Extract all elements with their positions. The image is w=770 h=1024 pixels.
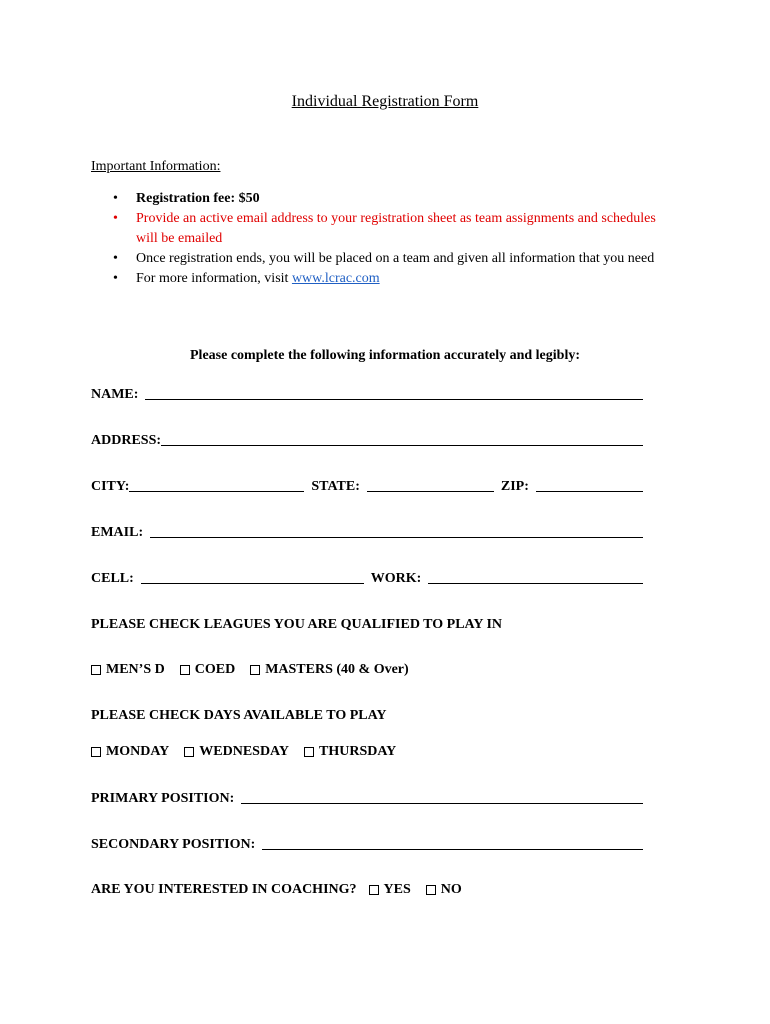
email-notice-text: Provide an active email address to your registration sheet as team assignments and schedules will be emailed: [136, 211, 656, 246]
coaching-option-label: NO: [440, 882, 462, 897]
city-state-zip-row: [91, 478, 643, 495]
league-option-label: MASTERS (40 & Over): [265, 662, 409, 677]
checkbox-icon[interactable]: [250, 665, 260, 675]
leagues-heading: [91, 617, 643, 633]
instructions-text: Please complete the following information accurately and legibly:: [190, 348, 580, 363]
name-field[interactable]: [145, 386, 643, 400]
checkbox-icon[interactable]: [91, 665, 101, 675]
list-item: [91, 269, 681, 289]
day-option-label: MONDAY: [106, 744, 170, 759]
more-info-text: For more information, visit: [136, 271, 292, 286]
league-option-label: MEN’S D: [106, 662, 165, 677]
days-heading: [91, 708, 643, 724]
work-label: WORK:: [370, 571, 422, 586]
checkbox-icon[interactable]: [426, 885, 436, 895]
website-link[interactable]: www.lcrac.com: [291, 271, 380, 286]
city-field[interactable]: [129, 478, 304, 492]
registration-fee-text: Registration fee: $50: [136, 191, 260, 206]
state-label: STATE:: [311, 479, 360, 494]
name-label: NAME:: [91, 387, 139, 402]
work-field[interactable]: [428, 570, 643, 584]
cell-field[interactable]: [141, 570, 364, 584]
address-field[interactable]: [161, 432, 643, 446]
days-heading-text: PLEASE CHECK DAYS AVAILABLE TO PLAY: [91, 708, 387, 723]
address-label: ADDRESS:: [91, 433, 162, 448]
primary-position-row: [91, 790, 643, 807]
list-item: [91, 189, 681, 209]
league-option-mens-d[interactable]: [91, 662, 165, 678]
league-option-masters[interactable]: [250, 662, 409, 678]
checkbox-icon[interactable]: [304, 747, 314, 757]
phone-row: [91, 570, 643, 587]
address-row: [91, 432, 643, 449]
important-info-heading: Important Information:: [91, 159, 221, 174]
coaching-option-yes[interactable]: [369, 882, 411, 898]
coaching-question: ARE YOU INTERESTED IN COACHING?: [91, 882, 357, 897]
day-option-wednesday[interactable]: [184, 744, 289, 760]
checkbox-icon[interactable]: [184, 747, 194, 757]
checkbox-icon[interactable]: [369, 885, 379, 895]
zip-field[interactable]: [536, 478, 643, 492]
leagues-heading-text: PLEASE CHECK LEAGUES YOU ARE QUALIFIED TO PLAY IN: [91, 617, 503, 632]
secondary-position-label: SECONDARY POSITION:: [91, 837, 256, 852]
primary-position-field[interactable]: [241, 790, 643, 804]
coaching-row: [91, 882, 477, 898]
secondary-position-field[interactable]: [262, 836, 643, 850]
cell-label: CELL:: [91, 571, 134, 586]
coaching-option-label: YES: [383, 882, 411, 897]
coaching-option-no[interactable]: [426, 882, 462, 898]
list-item: [91, 249, 681, 269]
form-title: Individual Registration Form: [291, 93, 479, 110]
leagues-options: [91, 662, 424, 678]
league-option-label: COED: [194, 662, 236, 677]
day-option-label: THURSDAY: [319, 744, 397, 759]
checkbox-icon[interactable]: [180, 665, 190, 675]
city-label: CITY:: [91, 479, 130, 494]
league-option-coed[interactable]: [180, 662, 235, 678]
day-option-label: WEDNESDAY: [199, 744, 289, 759]
secondary-position-row: [91, 836, 643, 853]
days-options: [91, 744, 411, 760]
day-option-thursday[interactable]: [304, 744, 396, 760]
state-field[interactable]: [367, 478, 494, 492]
email-field[interactable]: [150, 524, 643, 538]
email-row: [91, 524, 643, 541]
important-info-list: [91, 189, 681, 289]
placement-text: Once registration ends, you will be placed on a team and given all information that you need: [136, 251, 655, 266]
day-option-monday[interactable]: [91, 744, 169, 760]
list-item: [91, 209, 681, 249]
primary-position-label: PRIMARY POSITION:: [91, 791, 235, 806]
zip-label: ZIP:: [500, 479, 529, 494]
checkbox-icon[interactable]: [91, 747, 101, 757]
name-row: [91, 386, 643, 403]
email-label: EMAIL:: [91, 525, 144, 540]
